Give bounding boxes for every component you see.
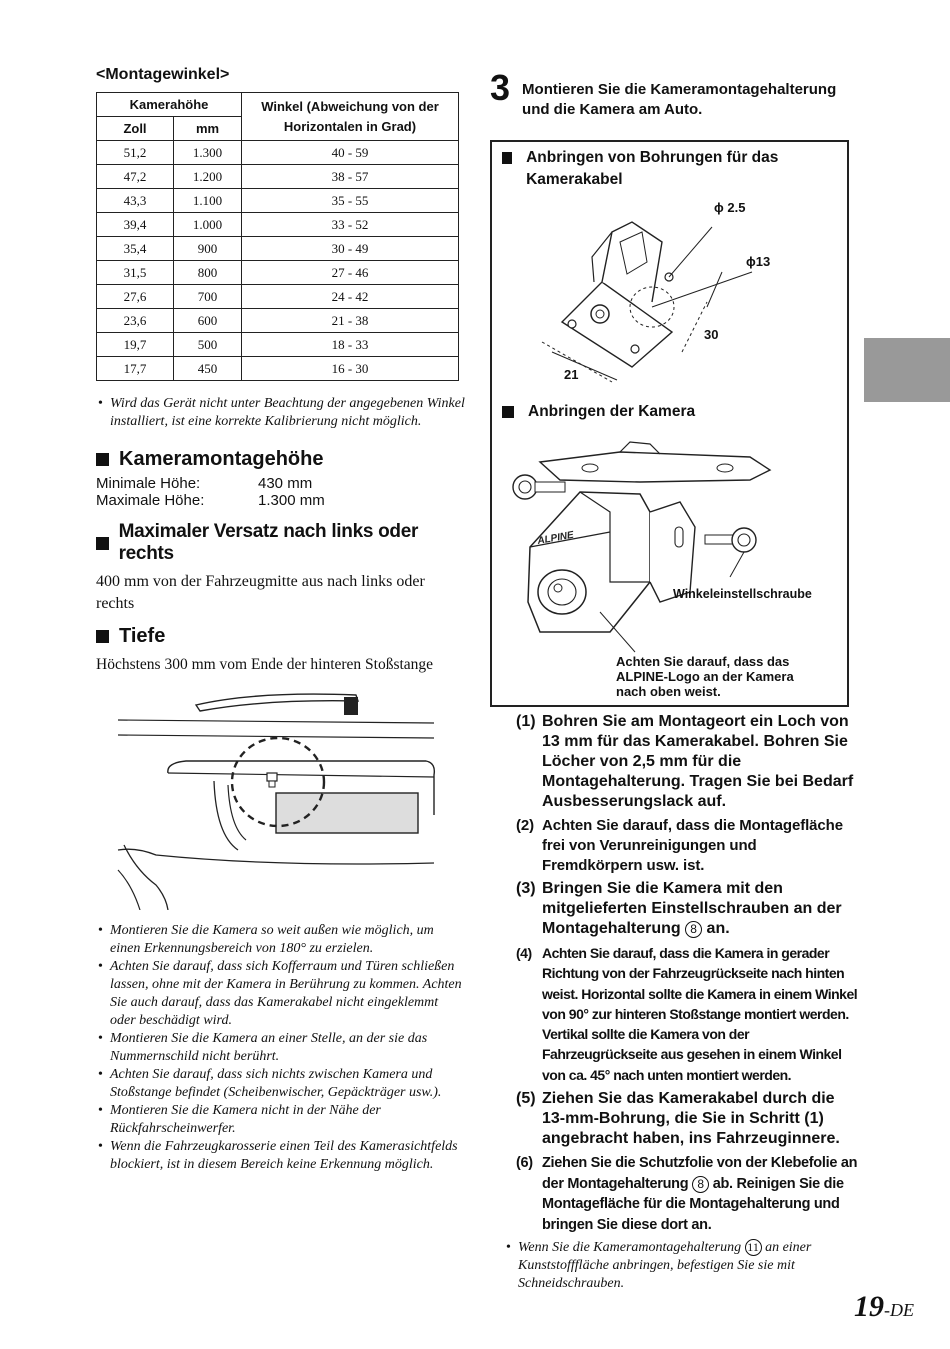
final-note (504, 1239, 860, 1293)
dim-phi-large: ϕ13 (746, 254, 771, 269)
cell-angle: 35 - 55 (242, 189, 459, 213)
box-title-drilling (502, 147, 822, 191)
ref-8-icon: 8 (685, 921, 702, 938)
offset-title-text: Maximaler Versatz nach links oder rechts (118, 521, 419, 564)
cell-inch: 27,6 (97, 285, 174, 309)
mount-height-specs (96, 475, 466, 509)
square-bullet-icon (502, 152, 512, 164)
depth-text: Höchstens 300 mm vom Ende der hinteren Stoßstange (96, 656, 434, 673)
step-item (516, 1089, 860, 1149)
step-item-text: Bringen Sie die Kamera mit den mitgelieferten Einstellschrauben an der Montagehalterung (542, 880, 842, 937)
page-number-value: 19 (854, 1290, 884, 1323)
cell-mm: 1.100 (174, 189, 242, 213)
cell-mm: 1.000 (174, 213, 242, 237)
max-height-label: Maximale Höhe: (96, 492, 205, 509)
step-item-text: Ziehen Sie die Schutzfolie von der Klebefolie an der Montagehalterung (542, 1155, 858, 1192)
square-bullet-icon (96, 453, 109, 466)
dim-21: 21 (564, 367, 579, 382)
cell-angle: 24 - 42 (242, 285, 459, 309)
table-row (97, 237, 459, 261)
cell-inch: 43,3 (97, 189, 174, 213)
header-mm: mm (174, 117, 242, 141)
step-item-number: (1) (516, 713, 536, 730)
offset-text: 400 mm von der Fahrzeugmitte aus nach links oder rechts (96, 573, 425, 612)
cell-angle: 27 - 46 (242, 261, 459, 285)
cell-mm: 700 (174, 285, 242, 309)
left-column (96, 66, 466, 676)
cell-mm: 600 (174, 309, 242, 333)
table-row (97, 309, 459, 333)
cell-angle: 33 - 52 (242, 213, 459, 237)
min-height-value: 430 mm (258, 475, 313, 492)
step-title: Montieren Sie die Kameramontagehalterung und die Kamera am Auto. (522, 81, 837, 118)
step-item-text-end: ab. Reinigen Sie die Montagefläche für die Montagehalterung und bringen Sie diese dort an. (542, 1175, 844, 1233)
ref-11-icon: 11 (745, 1239, 762, 1256)
depth-title-text: Tiefe (119, 625, 166, 647)
depth-title (96, 625, 466, 648)
dim-30: 30 (704, 327, 719, 342)
cell-mm: 900 (174, 237, 242, 261)
cell-angle: 16 - 30 (242, 357, 459, 381)
mounting-tip-item: • Achten Sie darauf, dass sich nichts zwischen Kamera und Stoßstange befindet (Scheibenwischer, Gepäckträger usw.). (110, 1066, 466, 1102)
offset-title (96, 521, 466, 565)
angle-table (96, 92, 459, 381)
table-row (97, 261, 459, 285)
step-item-text-end: an. (702, 920, 730, 937)
square-bullet-icon (502, 406, 514, 418)
table-row (97, 141, 459, 165)
page-number-suffix: -DE (884, 1300, 914, 1320)
side-tab (864, 338, 950, 402)
cell-mm: 500 (174, 333, 242, 357)
mounting-tips-list (96, 922, 466, 1174)
instruction-box (490, 140, 849, 707)
step-item-number: (4) (516, 945, 532, 961)
table-row (97, 357, 459, 381)
cell-inch: 19,7 (97, 333, 174, 357)
step-item-text: Bohren Sie am Montageort ein Loch von 13 mm für das Kamerakabel. Bohren Sie Löcher von 2,5 mm für die Montagehalterung. Tragen Sie bei Bedarf Ausbesserungslack auf. (542, 713, 854, 810)
step-number: 3 (490, 67, 511, 108)
cell-inch: 31,5 (97, 261, 174, 285)
square-bullet-icon (96, 630, 109, 643)
ref-8-icon: 8 (692, 1176, 709, 1193)
cell-inch: 51,2 (97, 141, 174, 165)
dim-phi-small: ϕ 2.5 (714, 200, 746, 215)
step-item-number: (3) (516, 880, 536, 897)
table-heading: <Montagewinkel> (96, 66, 230, 83)
cell-inch: 47,2 (97, 165, 174, 189)
page-number (854, 1290, 914, 1324)
final-note-item: • Wenn Sie die Kameramontagehalterung 11 an einer Kunststofffläche anbringen, befestigen Sie sie mit Schneidschrauben. (518, 1239, 860, 1293)
max-height-row (96, 492, 466, 509)
car-rear-illustration (96, 685, 440, 910)
step-item (516, 1153, 860, 1235)
step-item-number: (5) (516, 1090, 536, 1108)
drilling-diagram (532, 202, 832, 392)
step-item-text: Ziehen Sie das Kamerakabel durch die 13-mm-Bohrung, die Sie in Schritt (1) angebracht haben, ins Fahrzeuginnere. (542, 1090, 840, 1148)
table-row (97, 189, 459, 213)
table-row (97, 213, 459, 237)
step-item-number: (6) (516, 1155, 533, 1172)
header-camera-height: Kamerahöhe (97, 93, 242, 117)
step-item (516, 816, 860, 876)
cell-inch: 23,6 (97, 309, 174, 333)
table-row (97, 285, 459, 309)
step-item-text: Achten Sie darauf, dass die Montagefläche frei von Verunreinigungen und Fremdkörpern usw. ist. (542, 817, 843, 874)
step-item (516, 943, 860, 1085)
step-item (516, 879, 860, 939)
step-item-text: Achten Sie darauf, dass die Kamera in gerader Richtung von der Fahrzeugrückseite nach hinten weist. Horizontal sollte die Kamera in einem Winkel von 90° zur hinteren Stoßstange montiert werden. Vertikal sollte die Kamera von der Fahrzeugrückseite aus gesehen in einem Winkel von ca. 45° nach unten montiert werden. (542, 945, 858, 1083)
camera-diagram (500, 432, 840, 657)
cell-inch: 17,7 (97, 357, 174, 381)
alpine-logo: ALPINE (536, 529, 575, 547)
mounting-tips (96, 922, 466, 1174)
cell-inch: 39,4 (97, 213, 174, 237)
label-screw: Winkeleinstellschraube (673, 587, 812, 601)
step-3-header (490, 67, 860, 120)
table-note-item: • Wird das Gerät nicht unter Beachtung der angegebenen Winkel installiert, ist eine korrekte Kalibrierung nicht möglich. (110, 395, 466, 431)
min-height-label: Minimale Höhe: (96, 475, 201, 492)
header-angle: Winkel (Abweichung von der Horizontalen in Grad) (242, 93, 459, 141)
cell-mm: 450 (174, 357, 242, 381)
box-title-camera-text: Anbringen der Kamera (528, 403, 696, 420)
cell-mm: 800 (174, 261, 242, 285)
min-height-row (96, 475, 466, 492)
cell-angle: 38 - 57 (242, 165, 459, 189)
box-title-drilling-text: Anbringen von Bohrungen für das Kamerakabel (526, 149, 779, 188)
cell-angle: 18 - 33 (242, 333, 459, 357)
mounting-tip-item: • Montieren Sie die Kamera an einer Stelle, an der sie das Nummernschild nicht berührt. (110, 1030, 466, 1066)
cell-mm: 1.200 (174, 165, 242, 189)
mount-height-title (96, 448, 466, 471)
step-item (516, 712, 860, 812)
step-item-number: (2) (516, 817, 535, 834)
mounting-tip-item: • Wenn die Fahrzeugkarosserie einen Teil des Kamerasichtfelds blockiert, ist in diesem Bereich keine Erkennung möglich. (110, 1138, 466, 1174)
cell-mm: 1.300 (174, 141, 242, 165)
steps-block (516, 712, 860, 1293)
angle-table-body (97, 141, 459, 381)
steps-list (516, 712, 860, 1235)
label-logo: Achten Sie darauf, dass das ALPINE-Logo an der Kamera nach oben weist. (616, 654, 794, 699)
cell-inch: 35,4 (97, 237, 174, 261)
max-height-value: 1.300 mm (258, 492, 325, 509)
table-row (97, 165, 459, 189)
cell-angle: 30 - 49 (242, 237, 459, 261)
cell-angle: 40 - 59 (242, 141, 459, 165)
mounting-tip-item: • Montieren Sie die Kamera so weit außen wie möglich, um einen Erkennungsbereich von 180° zu erzielen. (110, 922, 466, 958)
table-row (97, 333, 459, 357)
table-note (96, 395, 466, 431)
mounting-tip-item: • Montieren Sie die Kamera nicht in der Nähe der Rückfahrscheinwerfer. (110, 1102, 466, 1138)
header-inch: Zoll (97, 117, 174, 141)
box-title-camera (502, 401, 822, 423)
cell-angle: 21 - 38 (242, 309, 459, 333)
mount-height-title-text: Kameramontagehöhe (119, 448, 324, 470)
mounting-tip-item: • Achten Sie darauf, dass sich Kofferraum und Türen schließen lassen, ohne mit der Kamera in Berührung zu kommen. Achten Sie auch darauf, dass das Kamerakabel nicht eingeklemmt oder beschädigt wird. (110, 958, 466, 1030)
square-bullet-icon (96, 537, 109, 550)
